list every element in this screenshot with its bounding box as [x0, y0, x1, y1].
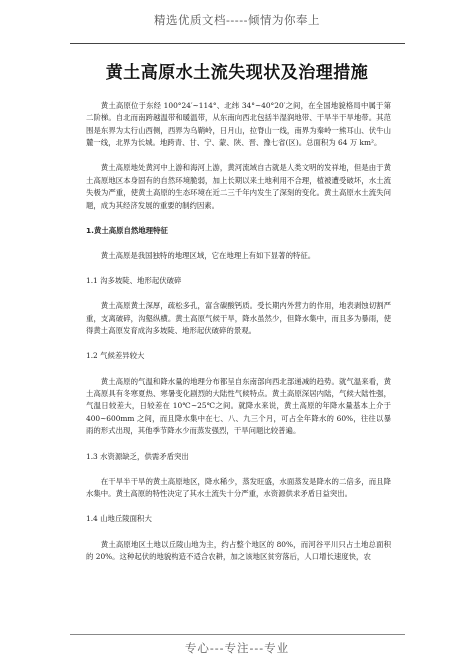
subsection-heading-1-3: 1.3 水资源缺乏，供需矛盾突出 [86, 451, 189, 461]
paragraph-intro-location: 黄土高原位于东经 100°24′~114°、北纬 34°~40°20′之间，在全国地貌格局中属于第二阶梯。自北而南跨越温带和暖温带，从东南向西北包括半湿润地带、干旱半干旱地带。其范围是东界为太行山西侧，西界为乌鞘岭，日月山，拉脊山一线，南界为秦岭一熊耳山、伏牛山麓一线，北界为长城。地跨青、甘、宁、蒙、陕、晋、豫七省(区)。总面积为 64 万 km²。 [86, 101, 391, 148]
header-divider [70, 43, 405, 44]
page-header: 精选优质文档-----倾情为你奉上 [154, 13, 320, 27]
paragraph-1-4: 黄土高原地区土地以丘陵山地为主，约占整个地区的 80%，而河谷平川只占土地总面积的 20%。这种起伏的地貌构造不适合农耕，加之该地区贫穷落后，人口增长速度快，农 [86, 539, 391, 561]
footer-divider [70, 634, 405, 635]
paragraph-intro-erosion: 黄土高原地处黄河中上游和海河上游，黄河流域自古就是人类文明的发祥地，但是由于黄土高原地区本身固有的自然环境脆弱，加上长期以来土地利用不合理，植被遭受破坏，水土流失极为严重，使黄土高原的生态环境在近二三千年内发生了深刻的变化。黄土高原水土流失问题，成为其经济发展的重要的制约因素。 [86, 163, 391, 210]
paragraph-1-2: 黄土高原的气温和降水量的地理分布都呈自东南部向西北部递减的趋势。就气温来看，黄土高原具有冬寒夏热、寒暑变化剧烈的大陆性气候特点。黄土高原深居内陆，气候大陆性强，气温日较差大，日较差在 10℃~25℃之间。就降水来说，黄土高原的年降水量基本上介于 400~600mm 之间，而且降水集中在七、八、九三个月，可占全年降水的 60%，往往以暴雨的形式出现，其他季节降水少而蒸发强烈，干旱问题比较普遍。 [86, 376, 391, 436]
subsection-heading-1-1: 1.1 沟多坡陡、地形起伏破碎 [86, 276, 182, 286]
document-body [86, 100, 391, 576]
subsection-heading-1-2: 1.2 气候差异较大 [86, 351, 145, 361]
page-footer: 专心---专注---专业 [184, 641, 290, 655]
subsection-heading-1-4: 1.4 山地丘陵面积大 [86, 514, 152, 524]
paragraph-section-1-intro: 黄土高原是我国独特的地理区域，它在地理上有如下显著的特征。 [100, 251, 316, 261]
paragraph-1-1: 黄土高原黄土深厚，疏松多孔，富含碳酸钙质。受长期内外营力的作用，地表剥蚀切割严重，支离破碎，沟壑纵横。黄土高原气候干旱，降水虽然少，但降水集中，而且多为暴雨，使得黄土高原发育成沟多坡陡、地形起伏破碎的景观。 [86, 301, 391, 336]
section-heading-1: 1.黄土高原自然地理特征 [86, 225, 168, 235]
document-title: 黄土高原水土流失现状及治理措施 [105, 63, 369, 83]
paragraph-1-3: 在干旱半干旱的黄土高原地区，降水稀少，蒸发旺盛，水面蒸发是降水的二倍多，而且降水集中。黄土高原的特性决定了其水土流失十分严重，水资源供求矛盾日益突出。 [86, 476, 391, 499]
